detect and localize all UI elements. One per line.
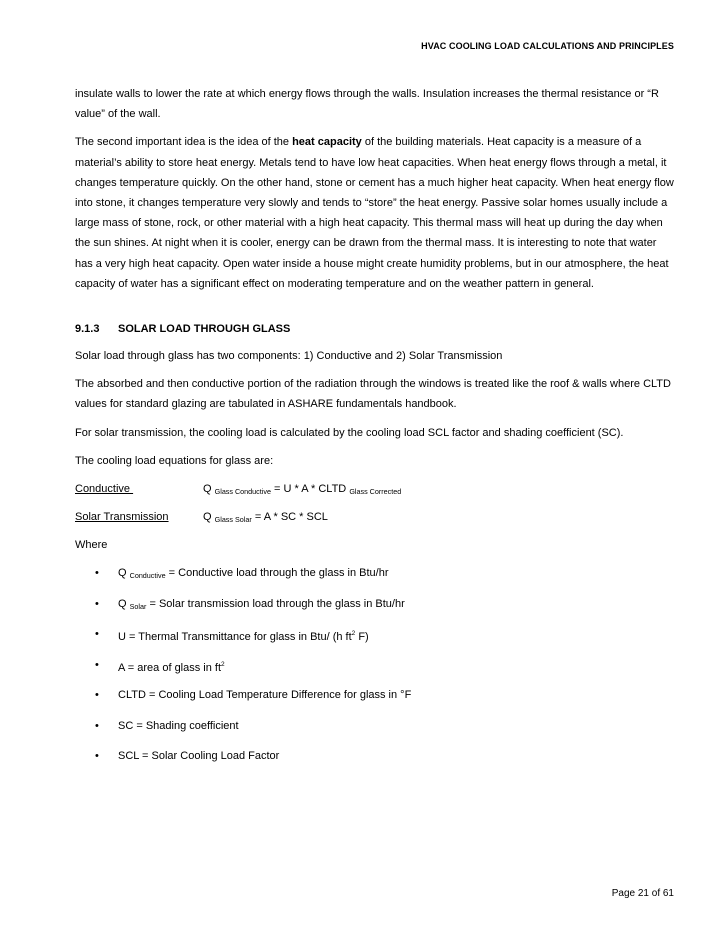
equation-rhs: = A * SC * SCL: [251, 511, 328, 524]
equation-solar: [75, 507, 675, 527]
paragraph-text: of the building materials. Heat capacity is a measure of a material’s ability to store heat energy. Metals tend to have low heat capacities. When heat energy flows through a metal, it changes temperature quickly. On the other hand, stone or cement has a much higher heat capacity. When heat energy flow into stone, it changes temperature very slowly and tends to “store” the heat energy. Passive solar homes usually include a large mass of stone, rock, or other material with a high heat capacity. This thermal mass will heat up during the day when the sun shines. At night when it is cooler, energy can be drawn from the thermal mass. It is interesting to note that water has a very high heat capacity. Open water inside a house might create humidity problems, but in our atmosphere, the heat capacity of water has a significant effect on moderating temperature and on the weather pattern in general.: [75, 136, 674, 290]
definition-superscript: 2: [351, 630, 356, 638]
list-item: [75, 716, 675, 747]
paragraph-equations-intro: The cooling load equations for glass are:: [75, 454, 274, 467]
definition-text: U = Thermal Transmittance for glass in Btu/ (h ft: [118, 631, 352, 644]
definition-superscript: 2: [221, 660, 225, 668]
running-header: HVAC COOLING LOAD CALCULATIONS AND PRINCIPLES: [421, 41, 674, 51]
equation-conductive: [75, 479, 675, 499]
bullet-icon: •: [95, 628, 99, 641]
definition-text: A = area of glass in ft: [118, 661, 222, 674]
variable-definitions-list: [75, 563, 675, 777]
definition-text: SCL = Solar Cooling Load Factor: [118, 750, 280, 763]
section-heading: [75, 322, 675, 337]
section-title: SOLAR LOAD THROUGH GLASS: [118, 323, 291, 336]
paragraph-text: The second important idea is the idea of the: [75, 136, 293, 149]
list-item: [75, 746, 675, 777]
equation-rhs-subscript: Glass Corrected: [349, 487, 402, 497]
bullet-icon: •: [95, 750, 99, 763]
definition-text: = Solar transmission load through the glass in Btu/hr: [146, 597, 405, 610]
equation-label-solar: Solar Transmission: [75, 511, 169, 524]
paragraph-insulation: insulate walls to lower the rate at which energy flows through the walls. Insulation increases the thermal resistance or “R value” of the wall.: [75, 88, 659, 121]
list-item: [75, 655, 675, 686]
paragraph-conductive-portion: The absorbed and then conductive portion of the radiation through the windows is treated like the roof & walls where CLTD values for standard glazing are tabulated in ASHARE fundamentals handbook.: [75, 378, 671, 411]
definition-text: CLTD = Cooling Load Temperature Difference for glass in °F: [118, 689, 412, 702]
bullet-icon: •: [95, 689, 99, 702]
list-item: [75, 563, 675, 594]
page-content: [75, 84, 675, 777]
bullet-icon: •: [95, 719, 99, 732]
equation-q-subscript: Glass Solar: [214, 515, 252, 525]
paragraph-heat-capacity: [75, 132, 675, 294]
where-label: Where: [75, 539, 108, 552]
equation-expression-conductive: [203, 479, 401, 502]
list-item: [75, 624, 675, 655]
list-item: [75, 685, 675, 716]
definition-text: SC = Shading coefficient: [118, 719, 239, 732]
bullet-icon: •: [95, 597, 99, 610]
bold-term-heat-capacity: heat capacity: [292, 136, 362, 149]
definition-subscript: Solar: [129, 601, 147, 611]
list-item: [75, 594, 675, 625]
bullet-icon: •: [95, 658, 99, 671]
definition-text: Q: [118, 567, 130, 580]
page-number: Page 21 of 61: [611, 888, 674, 899]
definition-text: = Conductive load through the glass in Btu/hr: [165, 567, 389, 580]
equation-q: Q: [203, 483, 215, 496]
bullet-icon: •: [95, 567, 99, 580]
equation-q-subscript: Glass Conductive: [214, 487, 271, 497]
definition-text: Q: [118, 597, 130, 610]
definition-text: F): [355, 631, 369, 644]
equation-rhs: = U * A * CLTD: [270, 483, 350, 496]
paragraph-components: Solar load through glass has two components: 1) Conductive and 2) Solar Transmission: [75, 350, 503, 363]
equation-expression-solar: [203, 507, 328, 530]
section-number: 9.1.3: [75, 323, 100, 336]
equation-label-conductive: Conductive: [75, 483, 134, 496]
equation-q: Q: [203, 511, 215, 524]
definition-subscript: Conductive: [129, 571, 166, 581]
paragraph-solar-transmission: For solar transmission, the cooling load is calculated by the cooling load SCL factor and shading coefficient (SC).: [75, 426, 624, 439]
